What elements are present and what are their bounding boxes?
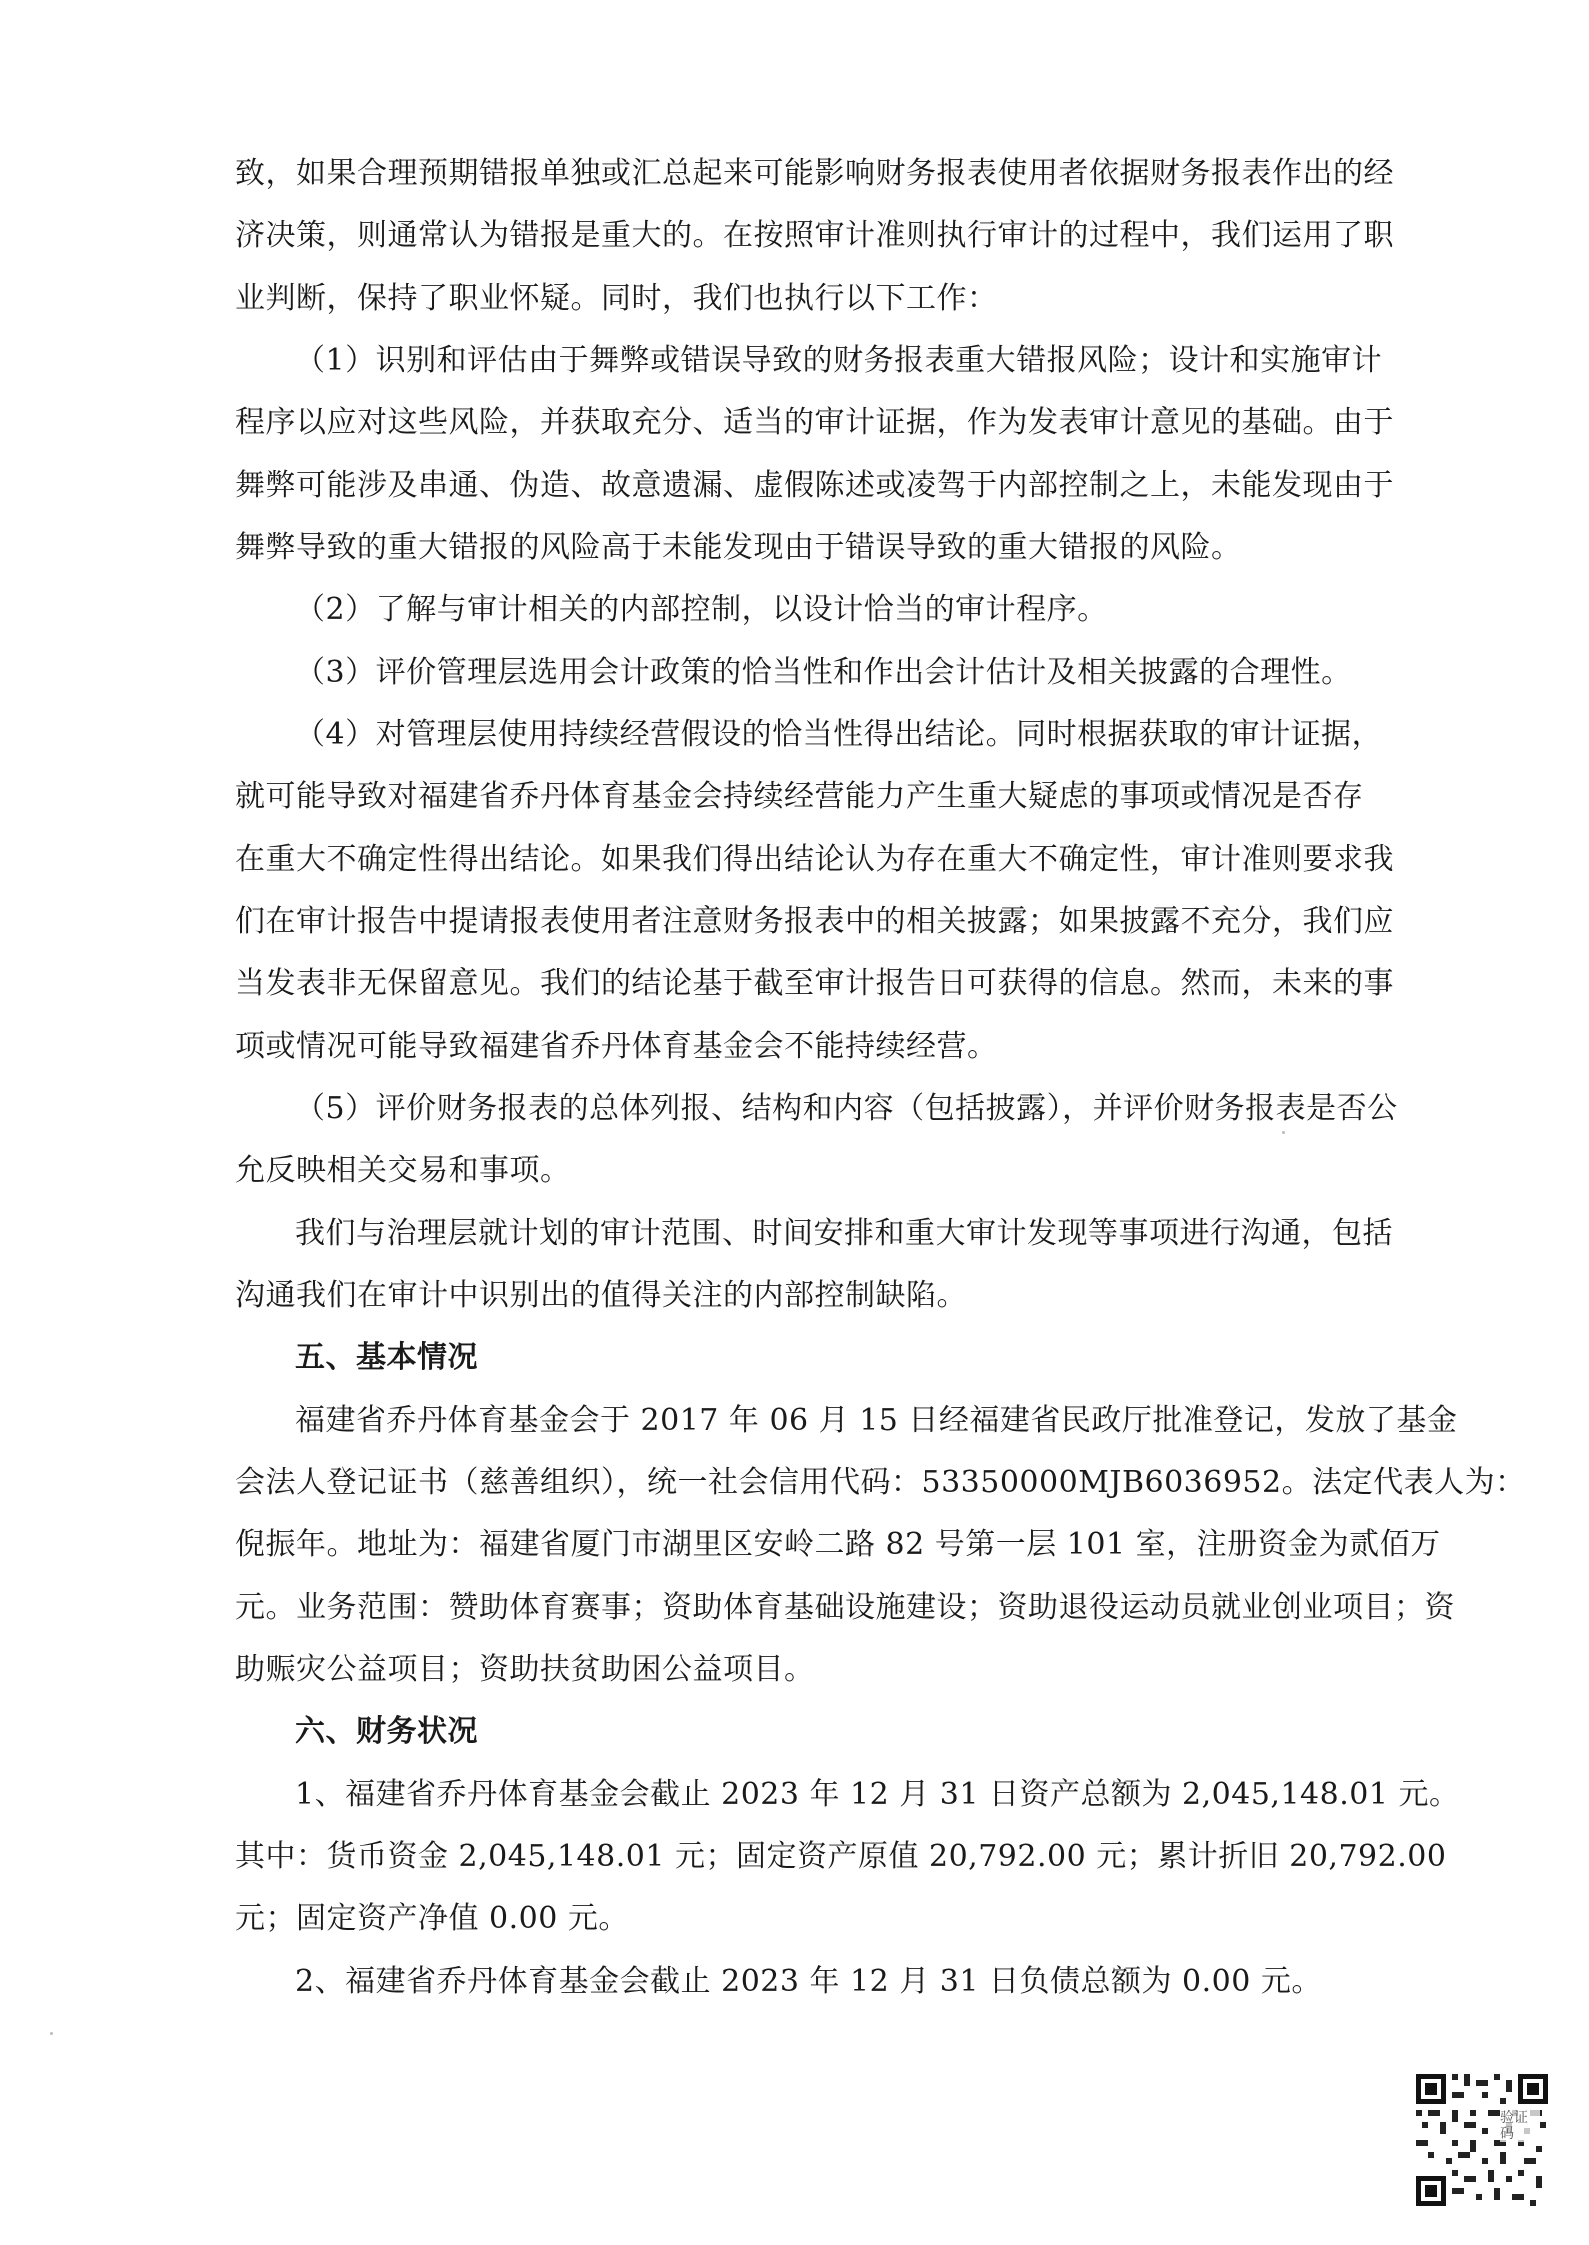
text-line: （4）对管理层使用持续经营假设的恰当性得出结论。同时根据获取的审计证据，	[295, 717, 1383, 752]
text-line: 在重大不确定性得出结论。如果我们得出结论认为存在重大不确定性，审计准则要求我	[235, 842, 1394, 877]
scan-speck	[50, 2032, 53, 2035]
text-line: 济决策，则通常认为错报是重大的。在按照审计准则执行审计的过程中，我们运用了职	[235, 218, 1394, 253]
scan-speck	[1282, 1131, 1285, 1134]
text-line: 业判断，保持了职业怀疑。同时，我们也执行以下工作：	[235, 281, 998, 316]
text-line: 项或情况可能导致福建省乔丹体育基金会不能持续经营。	[235, 1029, 998, 1064]
text-line: 1、福建省乔丹体育基金会截止 2023 年 12 月 31 日资产总额为 2,045,148.01 元。	[295, 1777, 1460, 1812]
text-line: 当发表非无保留意见。我们的结论基于截至审计报告日可获得的信息。然而，未来的事	[235, 966, 1394, 1001]
text-line: 其中：货币资金 2,045,148.01 元；固定资产原值 20,792.00 元；累计折旧 20,792.00	[235, 1839, 1447, 1874]
text-line: 致，如果合理预期错报单独或汇总起来可能影响财务报表使用者依据财务报表作出的经	[235, 156, 1394, 191]
text-line: 福建省乔丹体育基金会于 2017 年 06 月 15 日经福建省民政厅批准登记，发放了基金	[295, 1403, 1458, 1438]
section-heading: 六、财务状况	[295, 1714, 478, 1749]
text-line: 元；固定资产净值 0.00 元。	[235, 1901, 629, 1936]
text-line: （5）评价财务报表的总体列报、结构和内容（包括披露），并评价财务报表是否公	[295, 1091, 1398, 1126]
text-line: 允反映相关交易和事项。	[235, 1153, 571, 1188]
text-line: 程序以应对这些风险，并获取充分、适当的审计证据，作为发表审计意见的基础。由于	[235, 405, 1394, 440]
text-line: 元。业务范围：赞助体育赛事；资助体育基础设施建设；资助退役运动员就业创业项目；资	[235, 1590, 1455, 1625]
text-line: （3）评价管理层选用会计政策的恰当性和作出会计估计及相关披露的合理性。	[295, 655, 1352, 690]
text-line: 我们与治理层就计划的审计范围、时间安排和重大审计发现等事项进行沟通，包括	[295, 1216, 1393, 1251]
text-line: 助赈灾公益项目；资助扶贫助困公益项目。	[235, 1652, 815, 1687]
text-line: 就可能导致对福建省乔丹体育基金会持续经营能力产生重大疑虑的事项或情况是否存	[235, 779, 1364, 814]
qr-verify-label: 验证 码	[1500, 2110, 1540, 2142]
text-line: 舞弊导致的重大错报的风险高于未能发现由于错误导致的重大错报的风险。	[235, 530, 1242, 565]
text-line: （2）了解与审计相关的内部控制，以设计恰当的审计程序。	[295, 592, 1108, 627]
text-line: 倪振年。地址为：福建省厦门市湖里区安岭二路 82 号第一层 101 室，注册资金为贰佰万	[235, 1527, 1441, 1562]
text-line: （1）识别和评估由于舞弊或错误导致的财务报表重大错报风险；设计和实施审计	[295, 343, 1383, 378]
text-line: 会法人登记证书（慈善组织），统一社会信用代码：53350000MJB6036952。法定代表人为：	[235, 1465, 1526, 1500]
text-line: 沟通我们在审计中识别出的值得关注的内部控制缺陷。	[235, 1278, 967, 1313]
text-line: 2、福建省乔丹体育基金会截止 2023 年 12 月 31 日负债总额为 0.00 元。	[295, 1964, 1322, 1999]
text-line: 舞弊可能涉及串通、伪造、故意遗漏、虚假陈述或凌驾于内部控制之上，未能发现由于	[235, 468, 1394, 503]
section-heading: 五、基本情况	[295, 1340, 478, 1375]
text-line: 们在审计报告中提请报表使用者注意财务报表中的相关披露；如果披露不充分，我们应	[235, 904, 1394, 939]
